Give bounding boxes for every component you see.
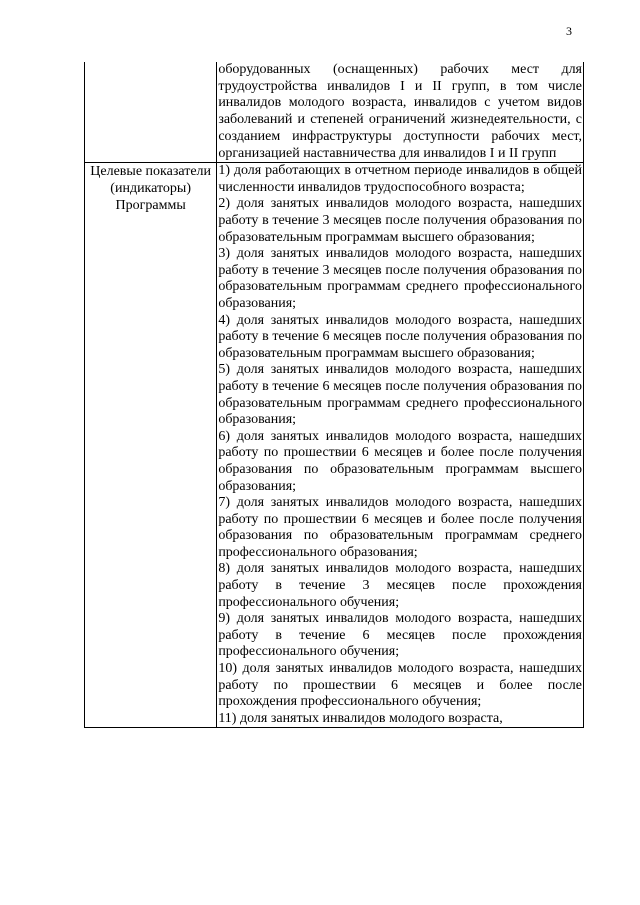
list-item: 6) доля занятых инвалидов молодого возраста, нашедших работу по прошествии 6 месяцев и более после получения образования по образовательным программам высшего образования; bbox=[218, 428, 582, 494]
paragraph: оборудованных (оснащенных) рабочих мест для трудоустройства инвалидов I и II групп, в том числе инвалидов молодого возраста, инвалидов с учетом видов заболеваний и степеней ограничений жизнедеятельности, с созданием инфраструктуры доступности рабочих мест, организацией наставничества для инвалидов I и II групп bbox=[218, 62, 582, 161]
row-label-cell bbox=[85, 163, 217, 728]
list-item: 2) доля занятых инвалидов молодого возраста, нашедших работу в течение 3 месяцев после получения образования по образовательным программам высшего образования; bbox=[218, 196, 582, 245]
page-number: 3 bbox=[566, 24, 572, 38]
table-row bbox=[85, 163, 584, 728]
table-row bbox=[85, 62, 584, 163]
label-line: Программы bbox=[115, 198, 186, 214]
list-item: 4) доля занятых инвалидов молодого возраста, нашедших работу в течение 6 месяцев после получения образования по образовательным программам высшего образования; bbox=[218, 312, 582, 361]
list-item: 5) доля занятых инвалидов молодого возраста, нашедших работу в течение 6 месяцев после получения образования по образовательным программам среднего профессионального образования; bbox=[218, 362, 582, 428]
row-content-cell bbox=[217, 62, 584, 163]
list-item: 7) доля занятых инвалидов молодого возраста, нашедших работу по прошествии 6 месяцев и более после получения образования по образовательным программам среднего профессионального образования; bbox=[218, 495, 582, 560]
list-item: 1) доля работающих в отчетном периоде инвалидов в общей численности инвалидов трудоспособного возраста; bbox=[218, 163, 582, 195]
list-item: 8) доля занятых инвалидов молодого возраста, нашедших работу в течение 3 месяцев после прохождения профессионального обучения; bbox=[218, 561, 582, 610]
list-item: 9) доля занятых инвалидов молодого возраста, нашедших работу в течение 6 месяцев после прохождения профессионального обучения; bbox=[218, 611, 582, 660]
program-passport-table bbox=[84, 62, 584, 728]
target-indicators-list bbox=[217, 163, 584, 728]
row-label-cell bbox=[85, 62, 217, 163]
label-line: (индикаторы) bbox=[110, 181, 192, 197]
list-item: 10) доля занятых инвалидов молодого возраста, нашедших работу по прошествии 6 месяцев и более после прохождения профессионального обучения; bbox=[218, 661, 582, 710]
list-item: 11) доля занятых инвалидов молодого возраста, bbox=[218, 710, 503, 726]
label-line: Целевые показатели bbox=[90, 164, 212, 180]
list-item: 3) доля занятых инвалидов молодого возраста, нашедших работу в течение 3 месяцев после получения образования по образовательным программам среднего профессионального образования; bbox=[218, 246, 582, 311]
